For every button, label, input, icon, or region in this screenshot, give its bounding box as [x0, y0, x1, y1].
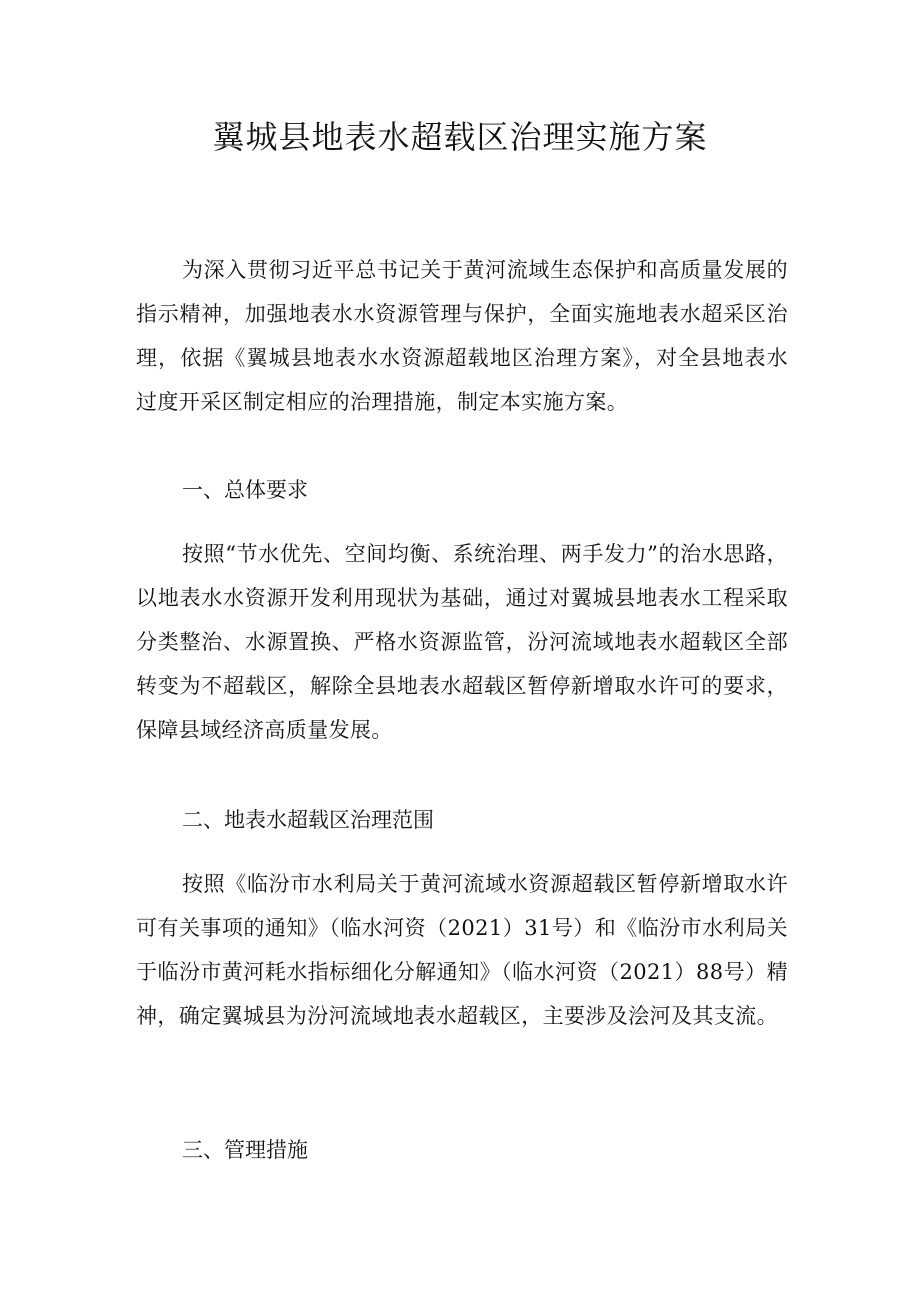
section-paragraph-general-requirements: 按照“节水优先、空间均衡、系统治理、两手发力”的治水思路，以地表水水资源开发利用现状为基础，通过对翼城县地表水工程采取分类整治、水源置换、严格水资源监管，汾河流域地表水超载区全部转变为不超载区，解除全县地表水超载区暂停新增取水许可的要求，保障县域经济高质量发展。 [136, 542, 788, 742]
section-paragraph-governance-scope: 按照《临汾市水利局关于黄河流域水资源超载区暂停新增取水许可有关事项的通知》（临水河资（2021）31号）和《临汾市水利局关于临汾市黄河耗水指标细化分解通知》（临水河资（2021）88号）精神，确定翼城县为汾河流域地表水超载区，主要涉及浍河及其支流。 [136, 872, 788, 1028]
section-heading-governance-scope: 二、地表水超载区治理范围 [182, 808, 434, 832]
section-heading-general-requirements: 一、总体要求 [182, 478, 308, 502]
document-title: 翼城县地表水超载区治理实施方案 [212, 118, 708, 156]
section-heading-management-measures: 三、管理措施 [182, 1138, 308, 1162]
intro-paragraph: 为深入贯彻习近平总书记关于黄河流域生态保护和高质量发展的指示精神，加强地表水水资源管理与保护，全面实施地表水超采区治理，依据《翼城县地表水水资源超载地区治理方案》，对全县地表水过度开采区制定相应的治理措施，制定本实施方案。 [136, 258, 788, 414]
